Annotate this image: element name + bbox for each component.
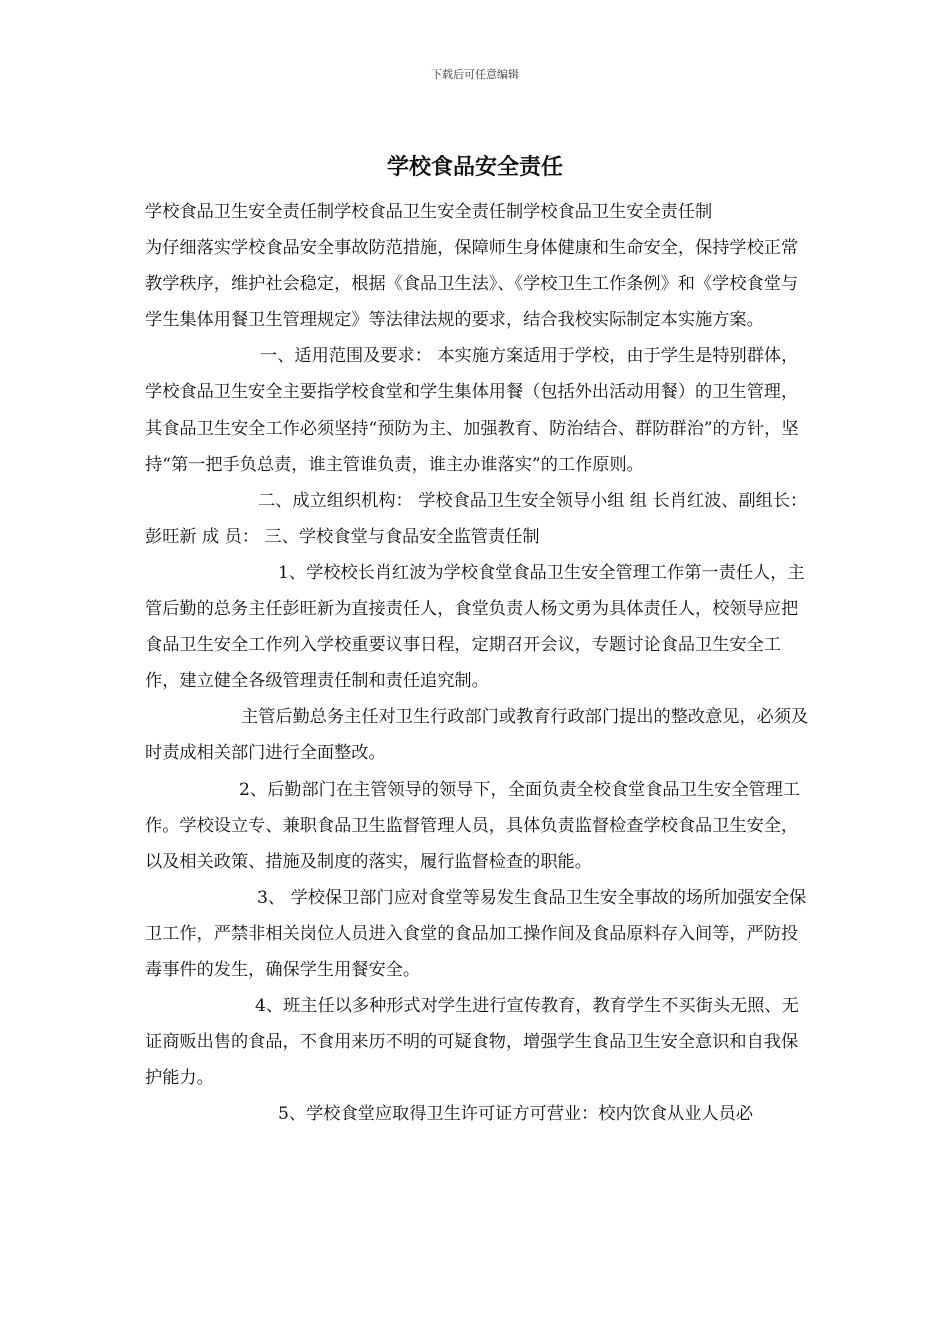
document-body — [145, 194, 810, 1132]
paragraph-item-3: 3、 学校保卫部门应对食堂等易发生食品卫生安全事故的场所加强安全保卫工作，严禁非相关岗位人员进入食堂的食品加工操作间及食品原料存入间等，严防投毒事件的发生，确保学生用餐安全。 — [145, 887, 807, 980]
document-title: 学校食品安全责任 — [386, 155, 563, 180]
paragraph-intro: 为仔细落实学校食品安全事故防范措施，保障师生身体健康和生命安全，保持学校正常教学秩序，维护社会稳定，根据《食品卫生法》、《学校卫生工作条例》和《学校食堂与学生集体用餐卫生管理规定》等法律法规的要求，结合我校实际制定本实施方案。 — [145, 238, 799, 331]
paragraph-rectification: 主管后勤总务主任对卫生行政部门或教育行政部门提出的整改意见，必须及时责成相关部门进行全面整改。 — [145, 707, 809, 764]
paragraph-item-5: 5、学校食堂应取得卫生许可证方可营业：校内饮食从业人员必 — [278, 1104, 754, 1125]
paragraph-item-1: 1、学校校长肖红波为学校食堂食品卫生安全管理工作第一责任人，主管后勤的总务主任彭旺新为直接责任人，食堂负责人杨文勇为具体责任人，校领导应把食品卫生安全工作列入学校重要议事日程，定期召开会议，专题讨论食品卫生安全工作，建立健全各级管理责任制和责任追究制。 — [145, 562, 805, 692]
paragraph-item-2: 2、后勤部门在主管领导的领导下，全面负责全校食堂食品卫生安全管理工作。学校设立专、兼职食品卫生监督管理人员，具体负责监督检查学校食品卫生安全，以及相关政策、措施及制度的落实，履行监督检查的职能。 — [145, 779, 800, 872]
paragraph-scope: 一、适用范围及要求： 本实施方案适用于学校，由于学生是特别群体，学校食品卫生安全主要指学校食堂和学生集体用餐（包括外出活动用餐）的卫生管理，其食品卫生安全工作必须坚持“预防为主、加强教育、防治结合、群防群治”的方针，坚持“第一把手负总责，谁主管谁负责，谁主办谁落实”的工作原则。 — [145, 346, 799, 475]
paragraph-organization: 二、成立组织机构： 学校食品卫生安全领导小组 组 长肖红波、副组长：彭旺新 成 员： 三、学校食堂与食品安全监管责任制 — [145, 490, 808, 547]
paragraph-item-4: 4、班主任以多种形式对学生进行宣传教育，教育学生不买街头无照、无证商贩出售的食品，不食用来历不明的可疑食物，增强学生食品卫生安全意识和自我保护能力。 — [145, 996, 799, 1089]
paragraph-heading-line: 学校食品卫生安全责任制学校食品卫生安全责任制学校食品卫生安全责任制 — [145, 202, 713, 222]
page-header-note: 下载后可任意编辑 — [431, 68, 519, 81]
